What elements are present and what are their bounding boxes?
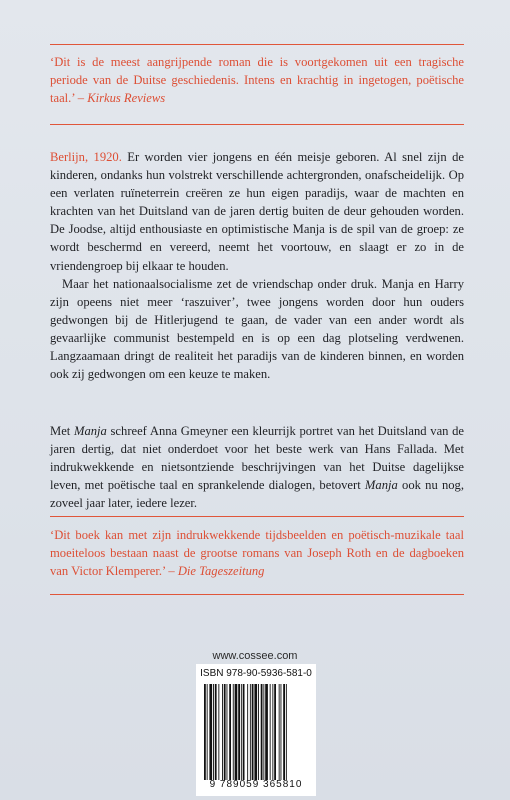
- top-divider: [50, 44, 464, 45]
- barcode-digits: 9 789059 365810: [209, 779, 303, 790]
- synopsis-paragraph-1: [50, 148, 464, 275]
- quote-bottom-text: ‘Dit boek kan met zijn indrukwekkende tijdsbeelden en poëtisch-muzikale taal moeiteloos bestaan naast de grootse romans van Joseph Roth en de dagboeken van Victor Klemperer.’ –: [50, 528, 464, 578]
- review-quote-bottom: [50, 526, 464, 580]
- about-part-1: Met: [50, 424, 74, 438]
- isbn-text: ISBN 978-90-5936-581-0: [200, 668, 312, 679]
- quote-top-source: Kirkus Reviews: [87, 91, 166, 105]
- quote-top-text: ‘Dit is de meest aangrijpende roman die is voortgekomen uit een tragische periode van de Duitse geschiedenis. Intens en krachtig in ingetogen, poëtische taal.’ –: [50, 55, 464, 105]
- divider-2: [50, 516, 464, 517]
- about-paragraph: [50, 422, 464, 512]
- review-quote-top: [50, 53, 464, 107]
- publisher-url: www.cossee.com: [212, 650, 298, 662]
- barcode-label: [196, 664, 316, 796]
- quote-bottom-source: Die Tageszeitung: [177, 564, 265, 578]
- bottom-divider: [50, 594, 464, 595]
- about-title-2: Manja: [364, 478, 398, 493]
- barcode-icon: [204, 684, 312, 780]
- synopsis: [50, 148, 464, 383]
- divider-1: [50, 124, 464, 125]
- synopsis-city: Berlijn, 1920.: [50, 150, 122, 164]
- about-book: [50, 422, 464, 512]
- synopsis-p1-text: Er worden vier jongens en één meisje geboren. Al snel zijn de kinderen, ondanks hun volstrekt verschillende achtergronden, onafscheidelijk. Op een verlaten ruïneterrein creëren ze hun eigen paradijs, waar de machten en krachten van het Duitsland van de jaren dertig buiten de deur gehouden worden. De Joodse, altijd enthousiaste en optimistische Manja is de spil van de groep: ze wordt beschermd en vereerd, neemt het voortouw, en slaagt er zo in de vriendengroep bij elkaar te houden.: [50, 150, 464, 273]
- about-part-2: schreef Anna Gmeyner een kleurrijk portret van het Duitsland van de jaren dertig, dat niet onderdoet voor het beste werk van Hans Fallada. Met indrukwekkende en nietsontziende beschrijvingen van het Duitse dagelijkse leven, met poëtische taal en sprankelende dialogen, betovert: [50, 424, 465, 493]
- about-part-3: ook nu nog, zoveel jaar later, iedere lezer.: [50, 478, 465, 511]
- about-title-1: Manja: [73, 424, 107, 438]
- synopsis-paragraph-2: Maar het nationaalsocialisme zet de vriendschap onder druk. Manja en Harry zijn opeens niet meer ‘raszuiver’, twee jongens worden door hun ouders gedwongen bij de Hitlerjugend te gaan, de vader van een ander wordt als gevaarlijke communist bestempeld en is op een dag plotseling verdwenen. Langzaamaan dringt de realiteit het paradijs van de kinderen binnen, en worden ook zij gedwongen om een keuze te maken.: [50, 276, 464, 382]
